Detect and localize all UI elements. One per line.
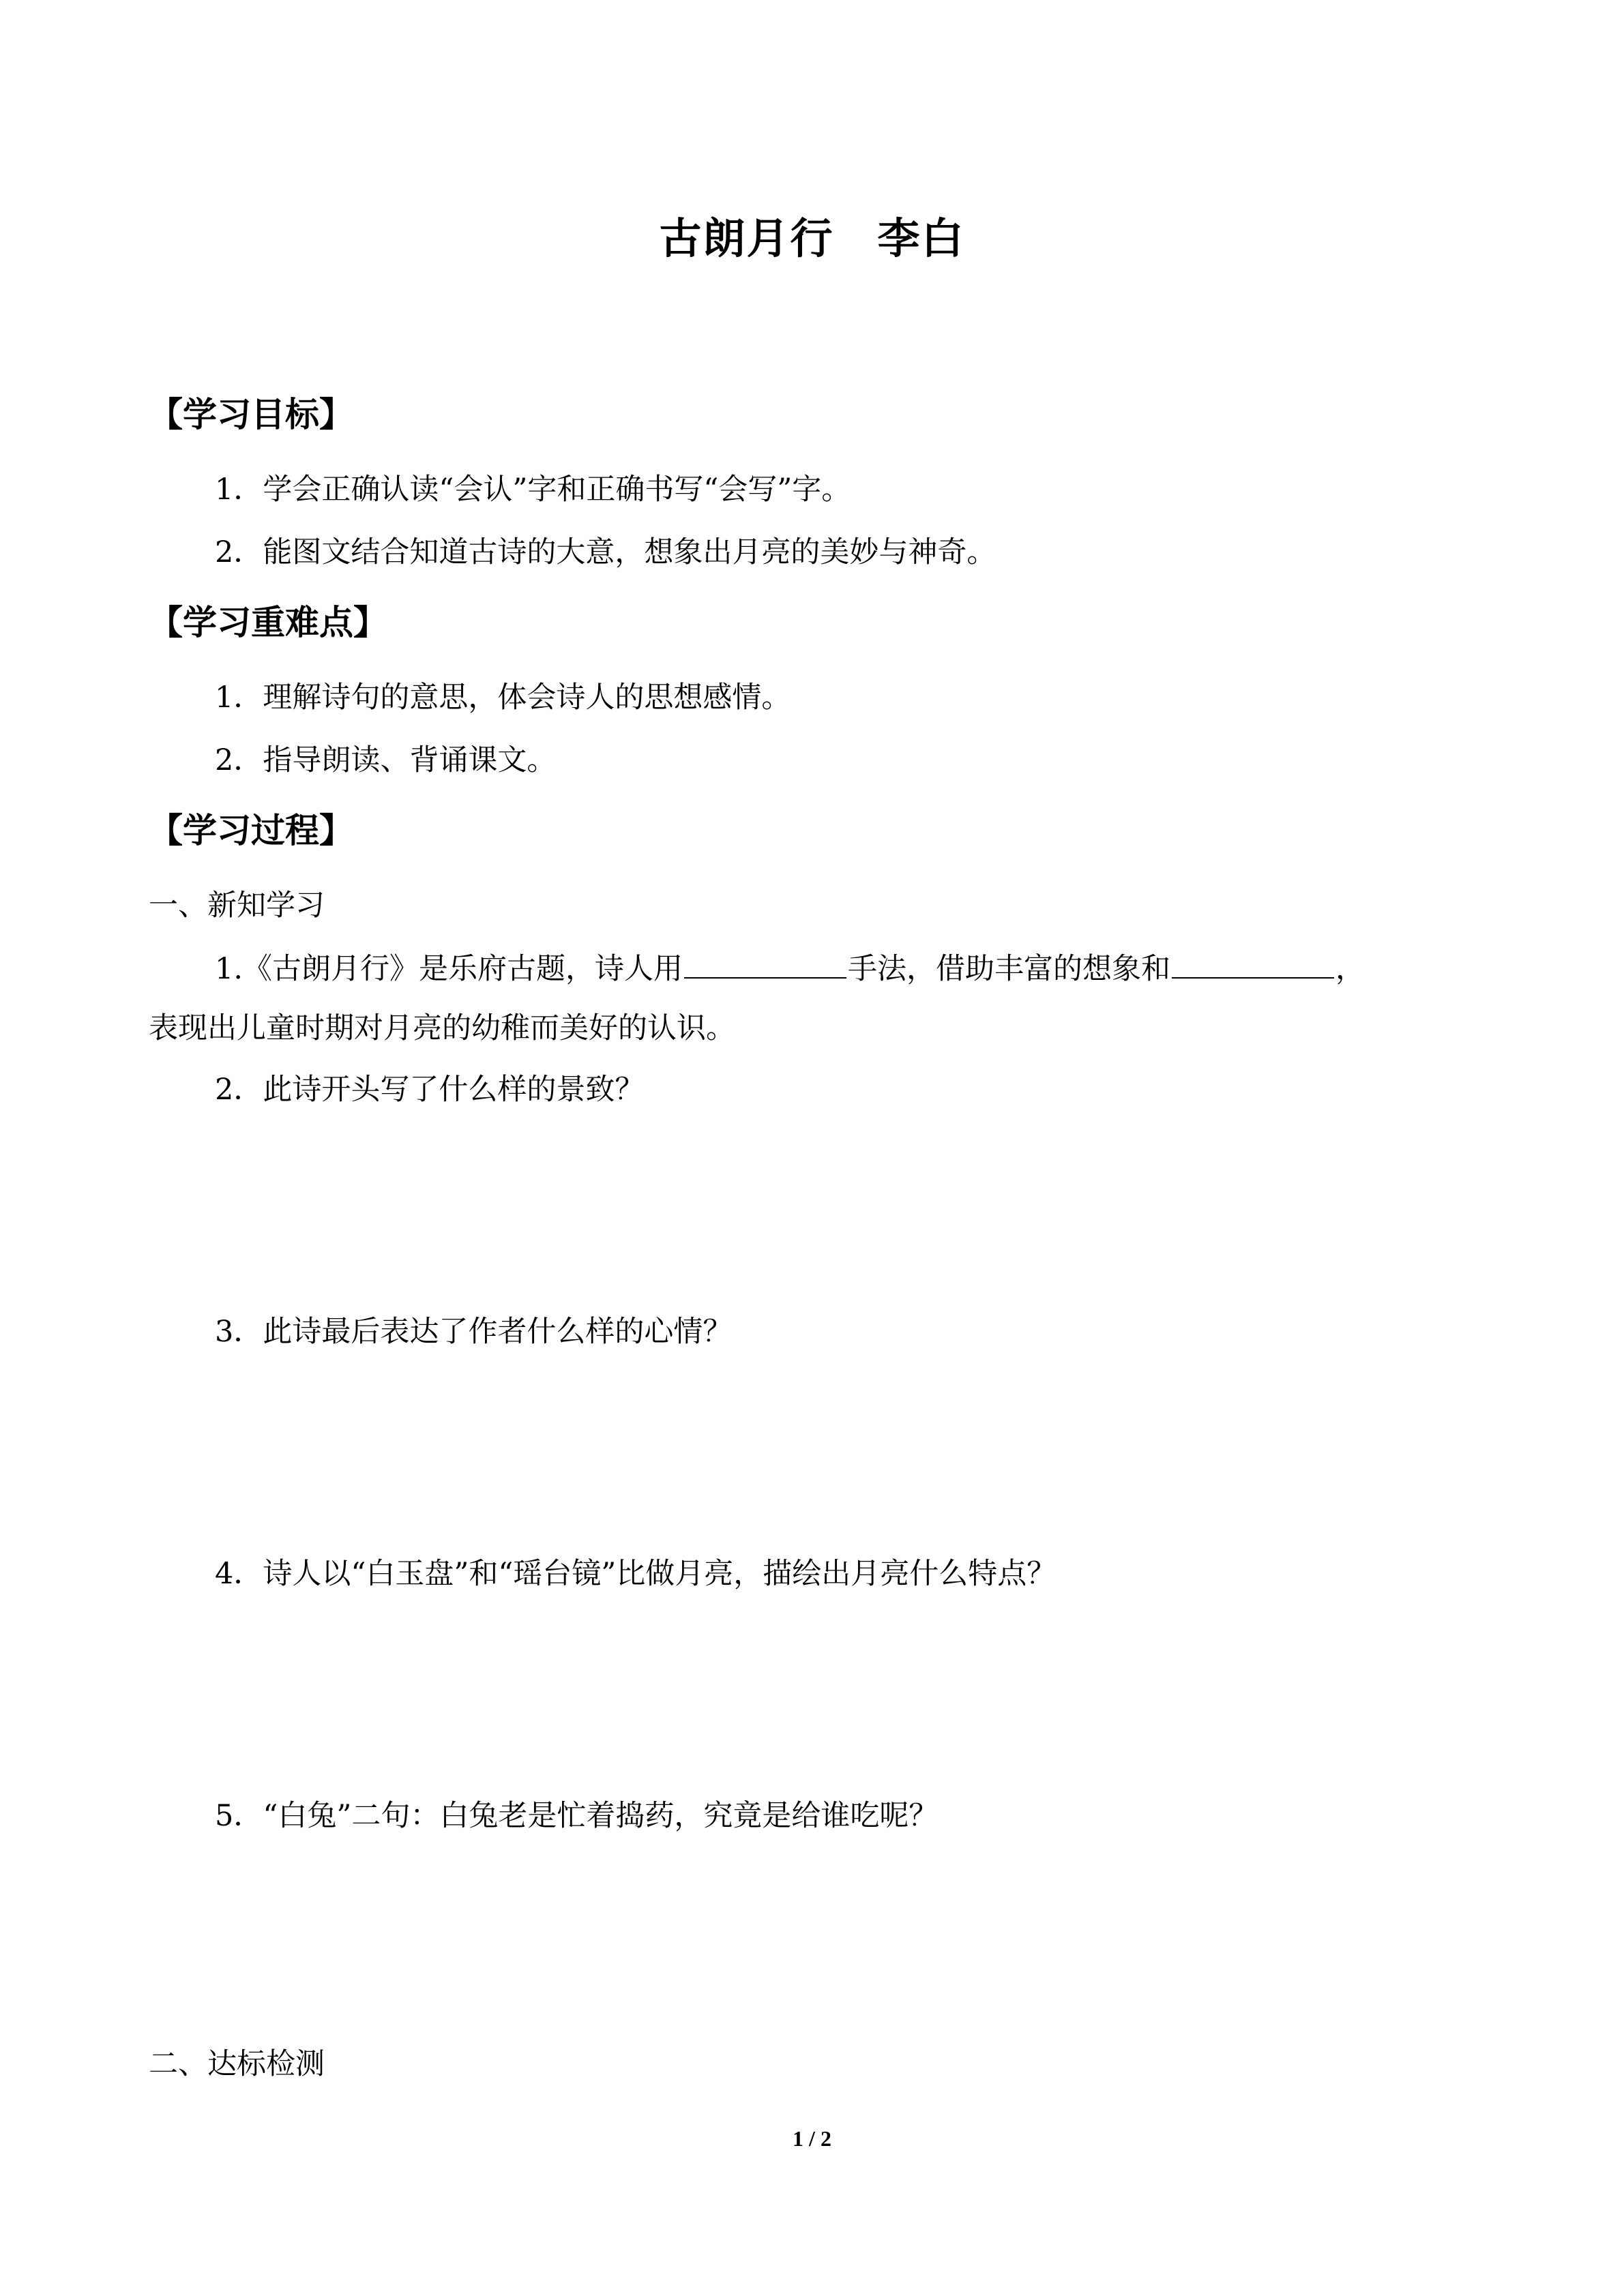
goals-heading: 【学习目标】 xyxy=(149,395,353,434)
goal-item-2: 2．能图文结合知道古诗的大意，想象出月亮的美妙与神奇。 xyxy=(215,535,996,569)
question-1-post: ， xyxy=(1335,952,1365,986)
goal-item-1: 1．学会正确认读“会认”字和正确书写“会写”字。 xyxy=(215,473,851,507)
page-title: 古朗月行 李白 xyxy=(659,213,965,263)
key-point-item-1: 1．理解诗句的意思，体会诗人的思想感情。 xyxy=(215,681,791,715)
question-4: 4．诗人以“白玉盘”和“瑶台镜”比做月亮，描绘出月亮什么特点？ xyxy=(215,1557,1057,1591)
key-point-item-2: 2．指导朗读、背诵课文。 xyxy=(215,743,557,777)
key-points-heading: 【学习重难点】 xyxy=(149,603,387,642)
process-heading: 【学习过程】 xyxy=(149,811,353,850)
question-1-continuation: 表现出儿童时期对月亮的幼稚而美好的认识。 xyxy=(149,1011,735,1045)
part1-label: 一、新知学习 xyxy=(149,889,325,923)
question-1-blank-1[interactable] xyxy=(684,950,846,979)
question-1 xyxy=(215,950,1365,987)
question-3: 3．此诗最后表达了作者什么样的心情？ xyxy=(215,1315,733,1349)
page-number: 1 / 2 xyxy=(793,2126,831,2151)
question-1-blank-2[interactable] xyxy=(1172,950,1334,979)
question-5: 5．“白兔”二句：白兔老是忙着捣药，究竟是给谁吃呢？ xyxy=(215,1799,939,1833)
part2-label: 二、达标检测 xyxy=(149,2047,325,2081)
question-1-mid: 手法，借助丰富的想象和 xyxy=(848,952,1171,986)
question-2: 2．此诗开头写了什么样的景致？ xyxy=(215,1073,645,1107)
question-1-pre: 1.《古朗月行》是乐府古题，诗人用 xyxy=(215,952,683,986)
